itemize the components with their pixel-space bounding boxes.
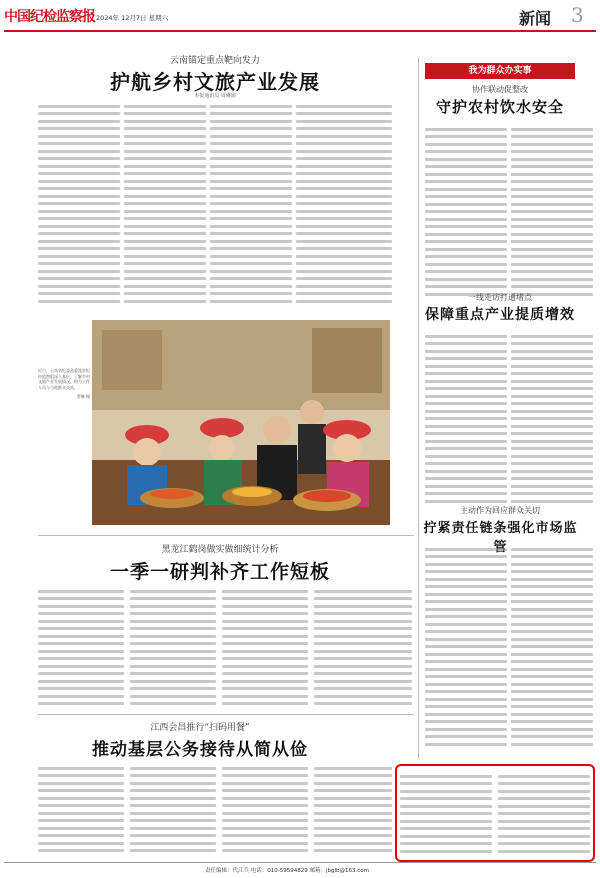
issue-date: 2024年 12月7日 星期六: [96, 14, 169, 22]
article1-kicker: 云南锚定重点靶向发力: [169, 56, 260, 66]
article1-byline: 本报通讯员 周琳娟: [194, 93, 236, 99]
article6-column-1: [38, 762, 124, 858]
article4-headline: 拧紧责任链条强化市场监: [423, 521, 578, 536]
footer-rule: [4, 862, 596, 863]
footer-credits: 责任编辑：代江兵 电话：010-59594829 邮箱：jbglb@163.com: [205, 868, 369, 874]
page-footer: [0, 862, 600, 878]
section-title: 新闻: [519, 9, 552, 28]
article3-column-2: [511, 330, 593, 510]
article6-column-2: [130, 762, 216, 858]
article3-column-1: [425, 330, 507, 510]
article3-headline: 保障重点产业提质增效: [425, 307, 575, 323]
article5-column-1: [38, 585, 124, 710]
article6-kicker: 江西会昌推行“扫码用餐”: [150, 723, 250, 733]
article2-headline: 守护农村饮水安全: [435, 98, 564, 116]
article6-top-rule: [38, 714, 414, 715]
article4-column-1: [425, 543, 507, 758]
article2-kicker: 协作联动促整改: [472, 85, 528, 94]
sidebar-divider: [418, 58, 419, 758]
highlight-box: [395, 764, 595, 862]
article5-headline: 一季一研判补齐工作短板: [109, 561, 330, 583]
article1-column-3: [210, 100, 292, 310]
photo-credit: 罗琳 摄: [76, 394, 90, 399]
photo-caption-text: 近日，云南省纪委监委派驻纪检监察组深入基层，了解乡村文旅产业发展情况。图为工作人员与当地群众交流。: [38, 368, 90, 390]
article6-column-3: [222, 762, 308, 858]
news-photo: [92, 320, 390, 525]
article1-headline: 护航乡村文旅产业发展: [110, 70, 320, 94]
article2-column-2: [511, 123, 593, 303]
masthead: [0, 0, 600, 34]
article5-top-rule: [38, 535, 414, 536]
article2-column-1: [425, 123, 507, 303]
article5-column-3: [222, 585, 308, 710]
article4-kicker: 主动作为回应群众关切: [460, 506, 540, 515]
page-number: 3: [571, 3, 584, 27]
article1-column-1: [38, 100, 120, 310]
article1-column-2: [124, 100, 206, 310]
article5-column-2: [130, 585, 216, 710]
masthead-rule: [4, 30, 596, 32]
article5-kicker: 黑龙江鹤岗做实做细统计分析: [161, 545, 279, 555]
photo-illustration: [92, 320, 390, 525]
newspaper-logo: 中国纪检监察报: [4, 9, 95, 25]
article6-column-4: [314, 762, 392, 858]
article4-column-2: [511, 543, 593, 758]
photo-caption: [38, 368, 90, 468]
article5-column-4: [314, 585, 412, 710]
article6-headline: 推动基层公务接待从简从俭: [92, 740, 308, 760]
article1-column-4: [296, 100, 392, 310]
article3-kicker: 一线走访打通堵点: [468, 293, 532, 302]
sidebar-banner: 我为群众办实事: [425, 63, 575, 79]
